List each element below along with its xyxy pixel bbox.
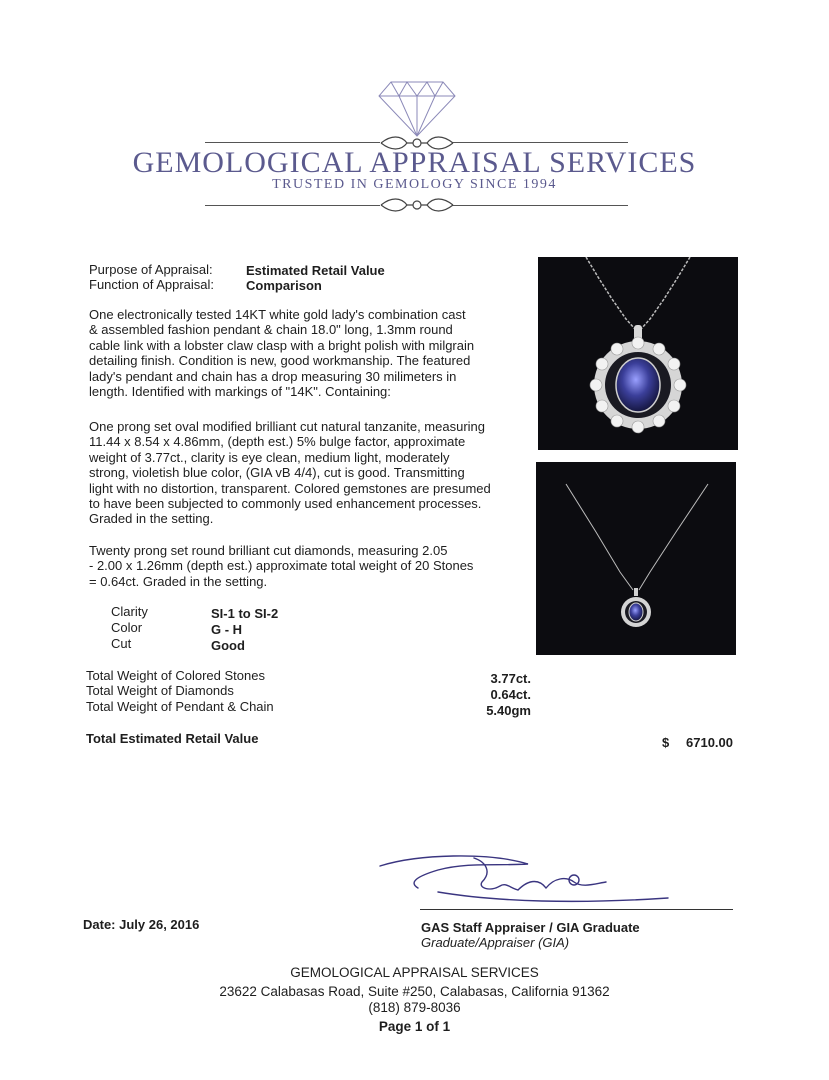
grade-label-clarity: Clarity: [111, 604, 148, 619]
total-value-colored-stones: 3.77ct.: [490, 671, 531, 686]
grade-label-color: Color: [111, 620, 143, 635]
header-rule-top: [205, 142, 380, 143]
text-line: 11.44 x 8.54 x 4.86mm, (depth est.) 5% bulge factor, approximate: [89, 434, 466, 450]
purpose-label: Purpose of Appraisal:: [89, 262, 213, 277]
description-paragraph-3: [89, 543, 519, 589]
text-line: Twenty prong set round brilliant cut diamonds, measuring 2.05: [89, 543, 448, 558]
company-name: GEMOLOGICAL APPRAISAL SERVICES: [132, 146, 697, 179]
text-line: weight of 3.77ct., clarity is eye clean, medium light, moderately: [89, 449, 450, 465]
grade-value-clarity: SI-1 to SI-2: [211, 606, 279, 621]
appraiser-signature: [378, 852, 678, 912]
header-rule-bottom: [452, 205, 628, 206]
header-rule-bottom: [205, 205, 380, 206]
grade-value-color: G - H: [211, 622, 243, 637]
grade-label-cut: Cut: [111, 636, 132, 651]
footer-phone: (818) 879-8036: [368, 1000, 461, 1015]
total-retail-label: Total Estimated Retail Value: [86, 731, 259, 746]
text-line: & assembled fashion pendant & chain 18.0" long, 1.3mm round: [89, 322, 453, 338]
function-value: Comparison: [246, 278, 322, 293]
pendant-full-photo: [536, 462, 736, 655]
appraisal-date: Date: July 26, 2016: [83, 917, 200, 932]
diamond-logo-icon: [377, 78, 457, 138]
company-tagline: TRUSTED IN GEMOLOGY SINCE 1994: [272, 177, 557, 192]
description-paragraph-2: [89, 419, 519, 527]
appraiser-credential: Graduate/Appraiser (GIA): [421, 935, 570, 950]
total-value-pendant-chain: 5.40gm: [486, 703, 531, 718]
total-label-colored-stones: Total Weight of Colored Stones: [86, 668, 265, 683]
page-number: Page 1 of 1: [378, 1019, 451, 1034]
header-rule-top: [452, 142, 628, 143]
text-line: strong, violetish blue color, (GIA vB 4/4), cut is good. Transmitting: [89, 465, 465, 481]
text-line: = 0.64ct. Graded in the setting.: [89, 573, 268, 589]
pendant-closeup-photo: [538, 257, 738, 450]
purpose-value: Estimated Retail Value: [246, 263, 385, 278]
description-paragraph-1: [89, 307, 519, 399]
appraiser-title: GAS Staff Appraiser / GIA Graduate: [421, 920, 640, 935]
pendant-full-illustration: [536, 462, 736, 655]
footer-company: GEMOLOGICAL APPRAISAL SERVICES: [290, 965, 539, 980]
text-line: cable link with a lobster claw clasp with a bright polish with milgrain: [89, 337, 475, 353]
signature-line: [420, 909, 733, 910]
text-line: to have been subjected to commonly used enhancement processes.: [89, 496, 482, 512]
total-value-diamonds: 0.64ct.: [490, 687, 531, 702]
footer-address: 23622 Calabasas Road, Suite #250, Calabasas, California 91362: [219, 984, 610, 999]
text-line: light with no distortion, transparent. Colored gemstones are presumed: [89, 480, 491, 496]
text-line: One electronically tested 14KT white gold lady's combination cast: [89, 307, 466, 322]
text-line: Graded in the setting.: [89, 511, 214, 527]
function-label: Function of Appraisal:: [89, 277, 215, 292]
total-label-diamonds: Total Weight of Diamonds: [86, 683, 234, 698]
text-line: lady's pendant and chain has a drop measuring 30 milimeters in: [89, 368, 457, 384]
pendant-closeup-illustration: [538, 257, 738, 450]
text-line: One prong set oval modified brilliant cut natural tanzanite, measuring: [89, 419, 485, 434]
text-line: length. Identified with markings of "14K". Containing:: [89, 384, 391, 400]
currency-symbol: $: [662, 735, 670, 750]
grade-value-cut: Good: [211, 638, 245, 653]
text-line: - 2.00 x 1.26mm (depth est.) approximate total weight of 20 Stones: [89, 558, 474, 574]
total-retail-amount: 6710.00: [686, 735, 733, 750]
flourish-ornament-icon: [377, 194, 457, 216]
text-line: detailing finish. Condition is new, good workmanship. The featured: [89, 353, 471, 369]
total-label-pendant-chain: Total Weight of Pendant & Chain: [86, 699, 274, 714]
